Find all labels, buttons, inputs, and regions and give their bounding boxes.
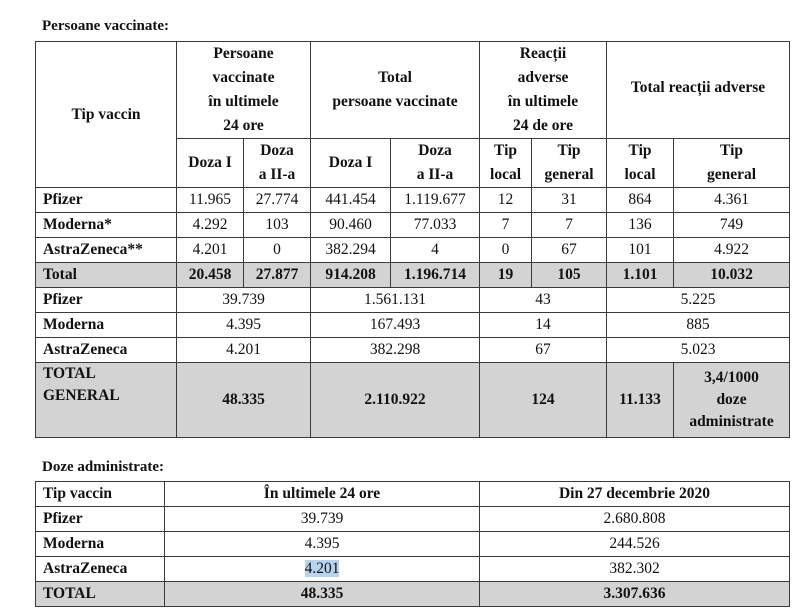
vaccine-row (36, 213, 790, 238)
total-general-24h: 105 (532, 263, 607, 288)
summary-cell-adverse-total: 885 (607, 313, 790, 338)
cell-gen-24: 7 (532, 213, 607, 238)
doses-cell-since: 244.526 (480, 532, 790, 557)
doses-header-tip-vaccin: Tip vaccin (36, 482, 165, 507)
doses-cell-last24: 4.395 (165, 532, 480, 557)
doses-cell-since: 2.680.808 (480, 507, 790, 532)
summary-cell-adverse24: 14 (480, 313, 607, 338)
subheader-general-total: Tip general (674, 139, 790, 188)
cell-gen-tot: 749 (674, 213, 790, 238)
selected-text-highlight[interactable]: 4.201 (304, 560, 340, 577)
cell-loc-tot: 864 (607, 188, 674, 213)
summary-cell-adverse-total: 5.225 (607, 288, 790, 313)
cell-d1-24: 11.965 (177, 188, 244, 213)
header-adverse-24h: Reacții adverse în ultimele 24 de ore (480, 42, 607, 139)
cell-gen-tot: 4.922 (674, 238, 790, 263)
vaccine-row (36, 188, 790, 213)
subheader-local-total: Tip local (607, 139, 674, 188)
cell-name: Moderna* (36, 213, 177, 238)
cell-gen-24: 67 (532, 238, 607, 263)
doses-total-label: TOTAL (36, 582, 165, 607)
header-tip-vaccin: Tip vaccin (36, 42, 177, 188)
total-d1-total: 914.208 (311, 263, 391, 288)
doses-cell-last24: 39.739 (165, 507, 480, 532)
header-last24-vaccinated: Persoane vaccinate în ultimele 24 ore (177, 42, 311, 139)
doses-total-row (36, 582, 790, 607)
cell-d2-tot: 1.119.677 (391, 188, 480, 213)
total-general-total: 2.110.922 (311, 363, 480, 438)
doses-cell-name: AstraZeneca (36, 557, 165, 582)
cell-d2-24: 103 (244, 213, 311, 238)
summary-cell-name: Moderna (36, 313, 177, 338)
cell-loc-tot: 136 (607, 213, 674, 238)
summary-cell-last24: 4.201 (177, 338, 311, 363)
summary-row (36, 338, 790, 363)
subheader-general-24h: Tip general (532, 139, 607, 188)
summary-cell-name: AstraZeneca (36, 338, 177, 363)
cell-d2-24: 0 (244, 238, 311, 263)
persons-section-title: Persoane vaccinate: (42, 18, 170, 34)
doses-header-since: Din 27 decembrie 2020 (480, 482, 790, 507)
doses-cell-name: Moderna (36, 532, 165, 557)
cell-loc-tot: 101 (607, 238, 674, 263)
doses-row (36, 507, 790, 532)
total-general-rate: 3,4/1000 doze administrate (674, 363, 790, 438)
summary-cell-adverse-total: 5.023 (607, 338, 790, 363)
doses-row (36, 532, 790, 557)
total-row (36, 263, 790, 288)
summary-cell-last24: 39.739 (177, 288, 311, 313)
doses-cell-last24 (165, 557, 480, 582)
cell-d1-tot: 382.294 (311, 238, 391, 263)
cell-d2-24: 27.774 (244, 188, 311, 213)
cell-d1-tot: 441.454 (311, 188, 391, 213)
total-d1-24h: 20.458 (177, 263, 244, 288)
doses-total-since: 3.307.636 (480, 582, 790, 607)
header-total-adverse: Total reacții adverse (607, 42, 790, 139)
summary-cell-last24: 4.395 (177, 313, 311, 338)
total-d2-24h: 27.877 (244, 263, 311, 288)
total-d2-total: 1.196.714 (391, 263, 480, 288)
doses-row (36, 557, 790, 582)
summary-cell-total: 1.561.131 (311, 288, 480, 313)
total-general-label: TOTAL GENERAL (36, 363, 177, 438)
subheader-doza2-24h: Doza a II-a (244, 139, 311, 188)
total-general-row (36, 363, 790, 438)
summary-cell-adverse24: 43 (480, 288, 607, 313)
cell-gen-tot: 4.361 (674, 188, 790, 213)
total-local-24h: 19 (480, 263, 532, 288)
cell-loc-24: 7 (480, 213, 532, 238)
cell-loc-24: 12 (480, 188, 532, 213)
cell-d1-24: 4.292 (177, 213, 244, 238)
cell-gen-24: 31 (532, 188, 607, 213)
subheader-doza2-total: Doza a II-a (391, 139, 480, 188)
header-total-persons: Total persoane vaccinate (311, 42, 480, 139)
cell-name: Pfizer (36, 188, 177, 213)
cell-name: AstraZeneca** (36, 238, 177, 263)
summary-cell-total: 167.493 (311, 313, 480, 338)
subheader-local-24h: Tip local (480, 139, 532, 188)
summary-cell-adverse24: 67 (480, 338, 607, 363)
cell-d1-24: 4.201 (177, 238, 244, 263)
summary-row (36, 288, 790, 313)
vaccine-row (36, 238, 790, 263)
doses-cell-name: Pfizer (36, 507, 165, 532)
doses-administered-table (35, 481, 790, 607)
summary-cell-name: Pfizer (36, 288, 177, 313)
total-general-total: 10.032 (674, 263, 790, 288)
summary-row (36, 313, 790, 338)
total-label: Total (36, 263, 177, 288)
doses-cell-since: 382.302 (480, 557, 790, 582)
cell-d2-tot: 4 (391, 238, 480, 263)
doses-total-last24: 48.335 (165, 582, 480, 607)
total-local-total: 1.101 (607, 263, 674, 288)
summary-cell-total: 382.298 (311, 338, 480, 363)
subheader-doza1-24h: Doza I (177, 139, 244, 188)
doses-header-last24: În ultimele 24 ore (165, 482, 480, 507)
total-general-adverse-local: 11.133 (607, 363, 674, 438)
total-general-adverse24: 124 (480, 363, 607, 438)
cell-d1-tot: 90.460 (311, 213, 391, 238)
subheader-doza1-total: Doza I (311, 139, 391, 188)
cell-d2-tot: 77.033 (391, 213, 480, 238)
persons-vaccinated-table (35, 41, 790, 438)
total-general-last24: 48.335 (177, 363, 311, 438)
doses-section-title: Doze administrate: (42, 459, 165, 475)
cell-loc-24: 0 (480, 238, 532, 263)
